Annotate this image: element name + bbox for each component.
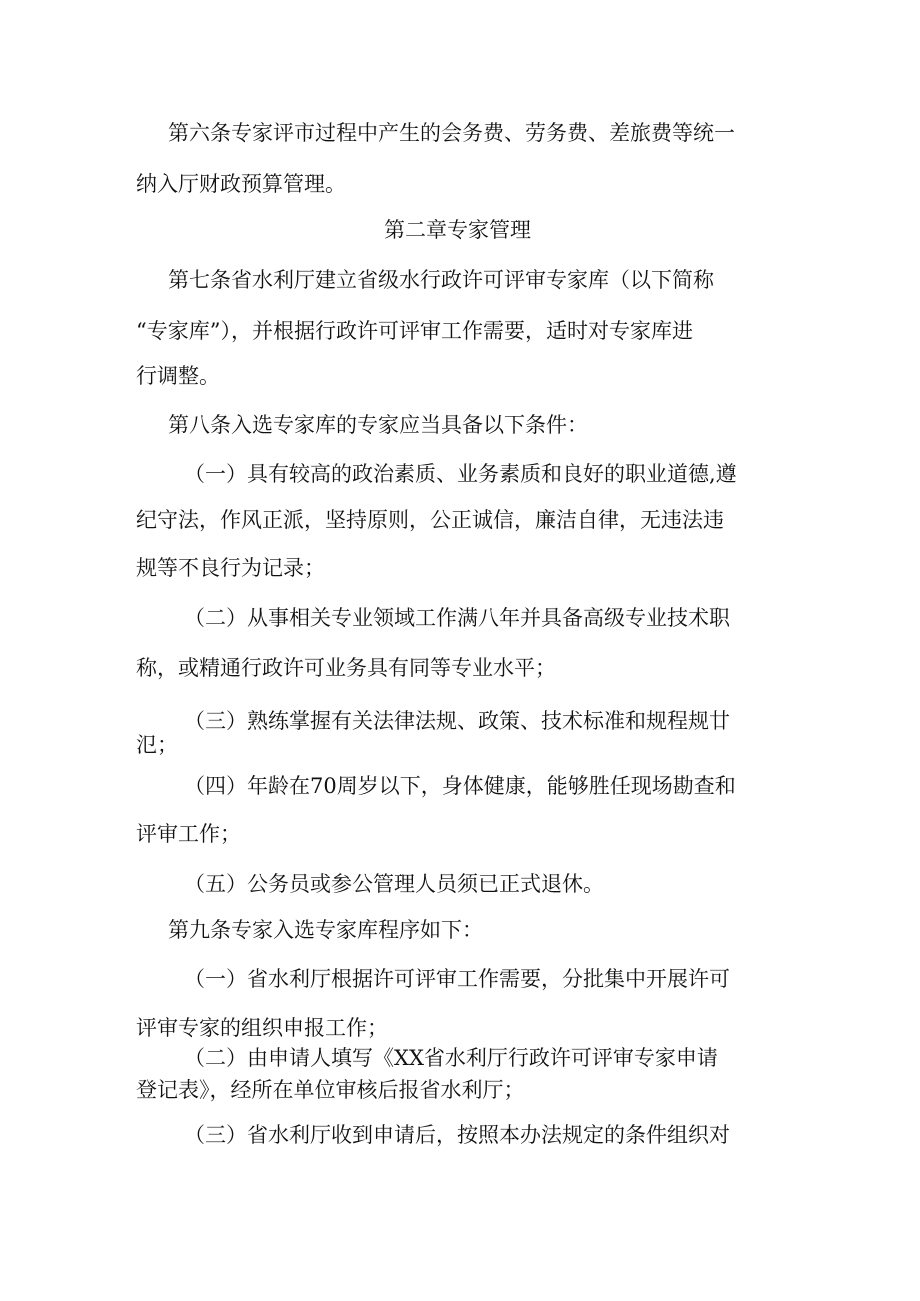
article-8-item-4-line-2: 评审工作； — [136, 822, 241, 846]
article-8-item-2-line-2: 称，或精通行政许可业务具有同等专业水平； — [136, 656, 556, 680]
article-9-item-2-line-1: （二）由申请人填写《XX省水利厅行政许可评审专家申请 — [184, 1046, 718, 1070]
article-8-item-4-line-1: （四）年龄在70周岁以下，身体健康，能够胜任现场勘查和 — [184, 774, 736, 798]
article-7-line-1: 第七条省水利厅建立省级水行政许可评审专家库（以下简称 — [168, 268, 714, 292]
article-8-item-3-line-2: 氾； — [136, 733, 178, 757]
article-9-item-3-line-1: （三）省水利厅收到申请后，按照本办法规定的条件组织对 — [184, 1123, 730, 1147]
article-8-item-5: （五）公务员或参公管理人员须已正式退休。 — [184, 872, 604, 896]
article-7-line-2: “专家库”），并根据行政许可评审工作需要，适时对专家库进 — [136, 319, 693, 343]
article-9-item-1-line-1: （一）省水利厅根据许可评审工作需要，分批集中开展许可 — [184, 967, 730, 991]
chapter-title: 第二章专家管理 — [384, 218, 531, 242]
article-8-item-1-line-3: 规等不良行为记录； — [136, 556, 325, 580]
article-8-item-1-line-1: （一）具有较高的政治素质、业务素质和良好的职业道德,遵 — [184, 462, 737, 486]
article-8-item-2-line-1: （二）从事相关专业领域工作满八年并具备高级专业技术职 — [184, 606, 730, 630]
article-9-item-2-line-2: 登记表》，经所在单位审核后报省水利厅； — [136, 1078, 525, 1102]
article-8-item-3-line-1: （三）熟练掌握有关法律法规、政策、技术标准和规程规廿 — [184, 709, 730, 733]
article-9-line-1: 第九条专家入选专家库程序如下： — [168, 918, 483, 942]
article-6-line-1: 第六条专家评市过程中产生的会务费、劳务费、差旅费等统一 — [168, 121, 735, 145]
article-7-line-3: 行调整。 — [136, 364, 220, 388]
article-9-item-1-line-2: 评审专家的组织申报工作； — [136, 1016, 388, 1040]
article-8-item-1-line-2: 纪守法，作风正派，坚持原则，公正诚信，廉洁自律，无违法违 — [136, 508, 724, 532]
article-6-line-2: 纳入厅财政预算管理。 — [136, 172, 346, 196]
article-8-line-1: 第八条入选专家库的专家应当具备以下条件： — [168, 413, 588, 437]
